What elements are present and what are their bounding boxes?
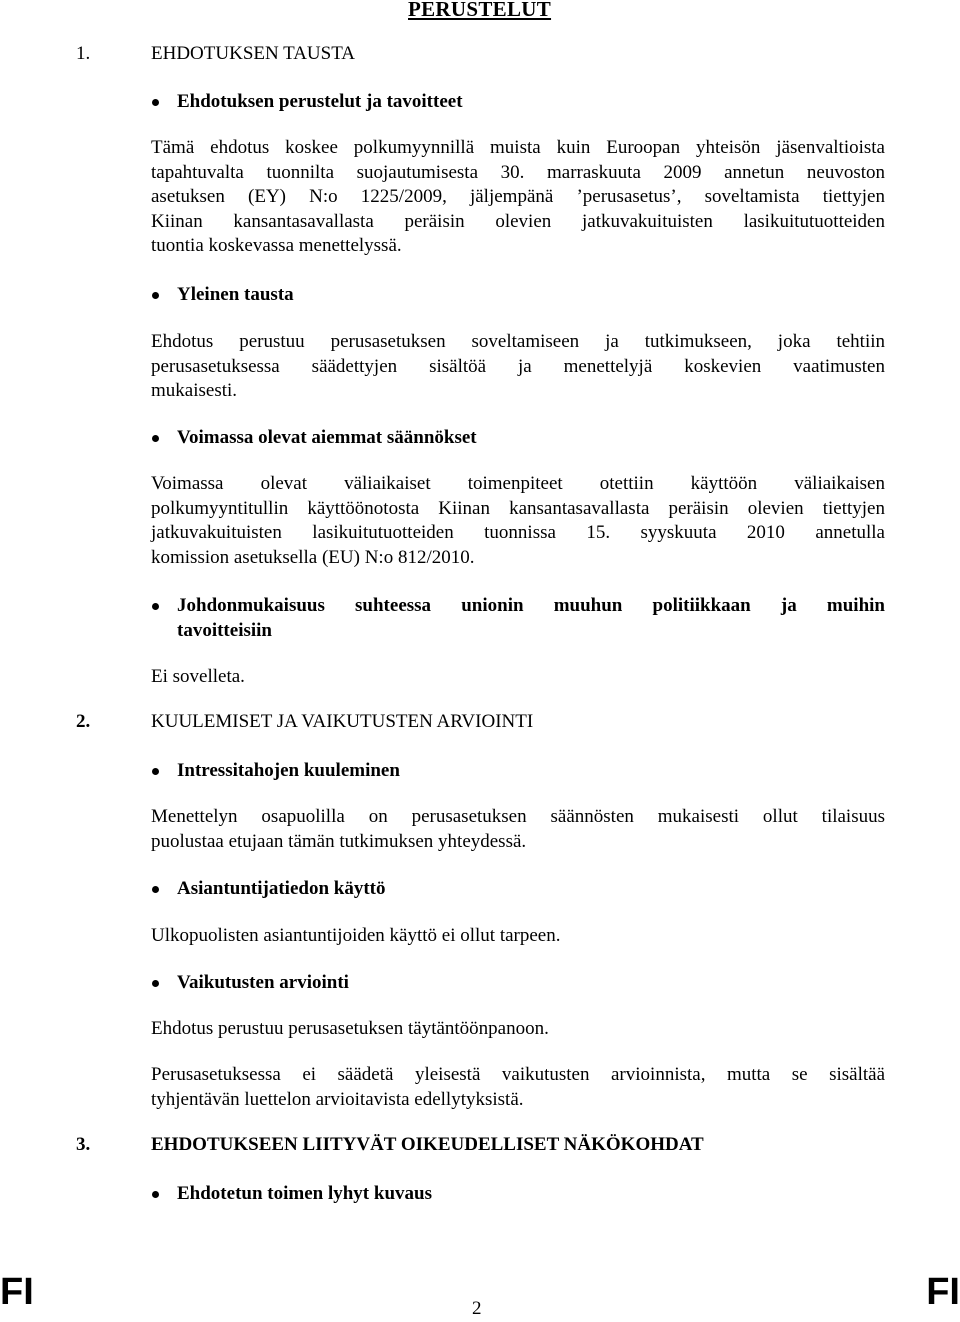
paragraph [151, 924, 885, 949]
subheading: Voimassa olevat aiemmat säännökset [177, 427, 477, 448]
section-title: EHDOTUKSEN TAUSTA [151, 43, 356, 64]
subheading: Intressitahojen kuuleminen [177, 760, 400, 781]
subheading: Johdonmukaisuus suhteessa unionin muuhun politiikkaan ja muihin [177, 595, 885, 616]
paragraph-line: Voimassa olevat väliaikaiset toimenpiteet otettiin käyttöön väliaikaisen [151, 473, 885, 494]
paragraph-line: Ehdotus perustuu perusasetuksen soveltamiseen ja tutkimukseen, joka tehtiin [151, 331, 885, 352]
paragraph-line: Kiinan kansantasavallasta peräisin olevien jatkuvakuituisten lasikuitutuotteiden [151, 210, 885, 232]
paragraph-line: perusasetuksessa säädettyjen sisältöä ja menettelyjä koskevien vaatimusten [151, 355, 885, 377]
paragraph [151, 136, 885, 259]
paragraph-line: Perusasetuksessa ei säädetä yleisestä vaikutusten arvioinnista, mutta se sisältää [151, 1064, 885, 1085]
bullet-marker [152, 603, 159, 610]
paragraph-line: tapahtuvalta tuonnilta suojautumisesta 30. marraskuuta 2009 annetun neuvoston [151, 161, 885, 183]
paragraph [151, 1017, 885, 1042]
bullet-marker [152, 1191, 159, 1198]
paragraph-line: asetuksen (EY) N:o 1225/2009, jäljempänä ’perusasetus’, soveltamista tiettyjen [151, 186, 885, 207]
paragraph [151, 472, 885, 570]
bullet-marker [152, 99, 159, 106]
paragraph [151, 805, 885, 854]
section-title: KUULEMISET JA VAIKUTUSTEN ARVIOINTI [151, 711, 534, 732]
footer-language-code-left: FI [0, 1271, 34, 1313]
paragraph-line: Ei sovelleta. [151, 666, 245, 687]
paragraph-line: Ulkopuolisten asiantuntijoiden käyttö ei ollut tarpeen. [151, 925, 561, 946]
section-number: 3. [76, 1134, 91, 1155]
subheading: tavoitteisiin [177, 620, 272, 641]
subheading: Yleinen tausta [177, 284, 294, 305]
subheading: Vaikutusten arviointi [177, 972, 349, 993]
subheading: Asiantuntijatiedon käyttö [177, 878, 386, 899]
paragraph [151, 665, 885, 690]
paragraph [151, 1063, 885, 1112]
paragraph-line: puolustaa etujaan tämän tutkimuksen yhteydessä. [151, 830, 527, 852]
bullet-marker [152, 768, 159, 775]
paragraph-line: Menettelyn osapuolilla on perusasetuksen säännösten mukaisesti ollut tilaisuus [151, 806, 885, 827]
footer-page-number: 2 [472, 1298, 482, 1319]
bullet-marker [152, 435, 159, 442]
paragraph-line: tuontia koskevassa menettelyssä. [151, 235, 402, 256]
bullet-marker [152, 292, 159, 299]
footer-language-code-right: FI [926, 1271, 960, 1313]
page-header-label: PERUSTELUT [408, 0, 552, 21]
section-number: 2. [76, 711, 91, 732]
paragraph-line: Tämä ehdotus koskee polkumyynnillä muista kuin Euroopan yhteisön jäsenvaltioista [151, 137, 885, 158]
subheading: Ehdotuksen perustelut ja tavoitteet [177, 91, 463, 112]
bullet-marker [152, 886, 159, 893]
paragraph-line: Ehdotus perustuu perusasetuksen täytäntöönpanoon. [151, 1018, 549, 1039]
bullet-marker [152, 980, 159, 987]
paragraph [151, 330, 885, 404]
paragraph-line: polkumyyntitullin käyttöönotosta Kiinan kansantasavallasta peräisin olevien tiettyjen [151, 497, 885, 519]
subheading: Ehdotetun toimen lyhyt kuvaus [177, 1183, 432, 1204]
section-title: EHDOTUKSEEN LIITYVÄT OIKEUDELLISET NÄKÖKOHDAT [151, 1134, 704, 1155]
paragraph-line: komission asetuksella (EU) N:o 812/2010. [151, 546, 475, 568]
paragraph-line: jatkuvakuituisten lasikuitutuotteiden tuonnissa 15. syyskuuta 2010 annetulla [151, 522, 885, 543]
paragraph-line: mukaisesti. [151, 380, 238, 401]
paragraph-line: tyhjentävän luettelon arvioitavista edellytyksistä. [151, 1088, 524, 1110]
section-number: 1. [76, 43, 91, 64]
